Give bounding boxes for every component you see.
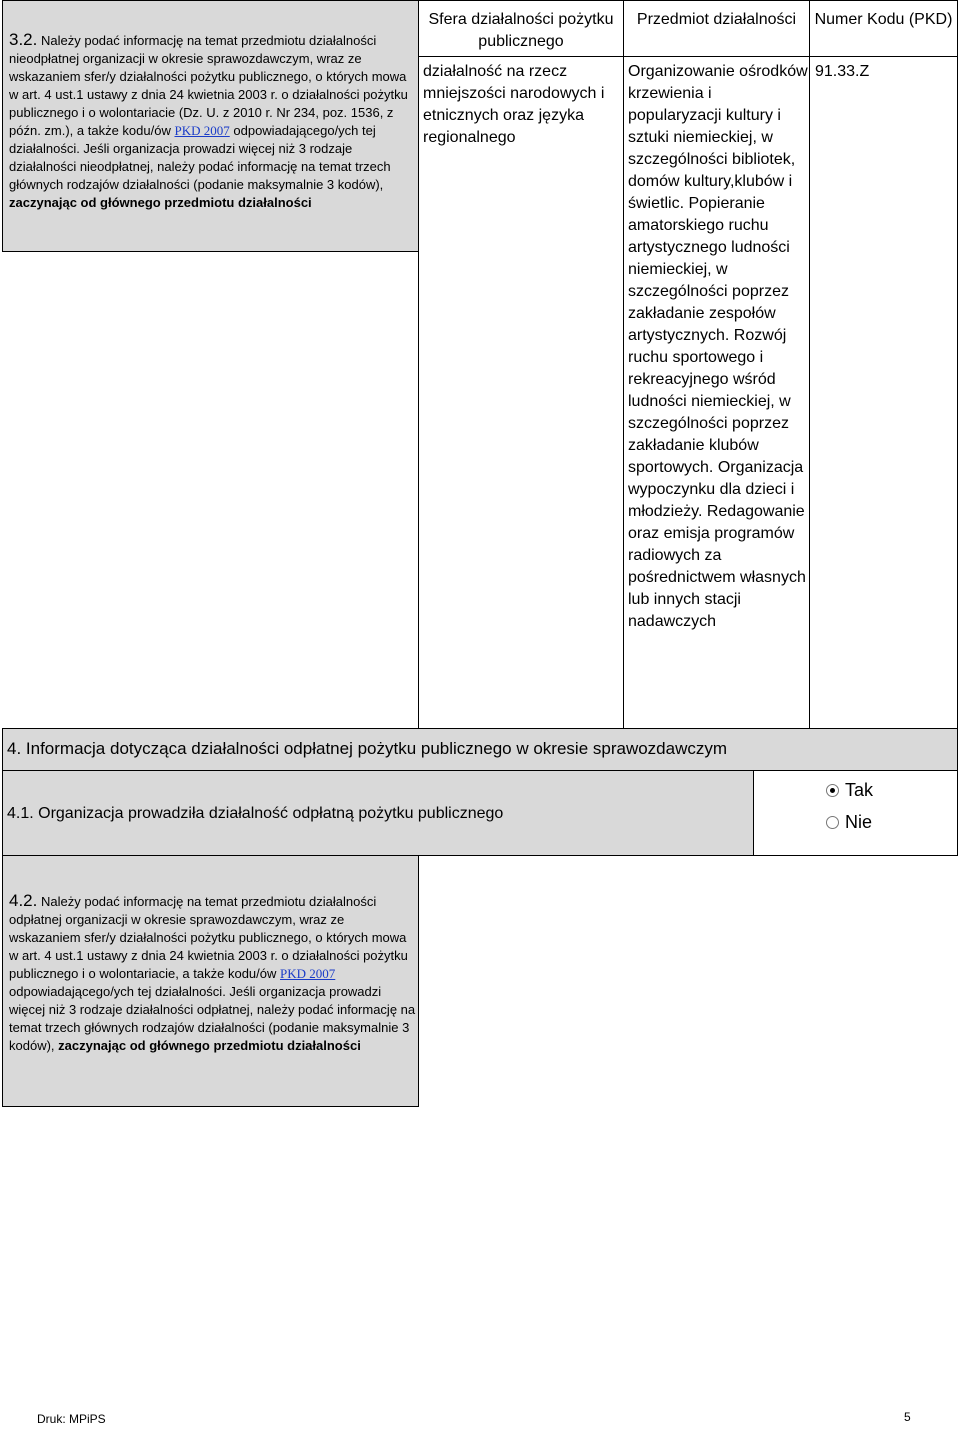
radio-button-nie[interactable] <box>826 816 839 829</box>
pkd-2007-link-2[interactable]: PKD 2007 <box>280 966 336 981</box>
header-przedmiot: Przedmiot działalności <box>636 11 797 28</box>
header-sfera: Sfera działalności pożytku publicznego <box>428 11 614 50</box>
radio-option-nie[interactable] <box>826 812 872 833</box>
section-4-2-bold: zaczynając od głównego przedmiotu działalności <box>58 1038 361 1053</box>
footer-page-number: 5 <box>904 1410 911 1424</box>
header-kod: Numer Kodu (PKD) <box>814 11 953 28</box>
header-divider-przedmiot <box>623 56 810 57</box>
section-3-2-paragraph-1: Należy podać informację na temat przedmiotu działalności nieodpłatnej organizacji w okresie sprawozdawczym, wraz ze wskazaniem sfer/y działalności pożytku publicznego, o których mowa w art. 4 ust.1 ustawy z dnia 24 kwietnia 2003 r. o działalności pożytku publicznego i o wolontariacie (Dz. U. z 2010 r. Nr 234, poz. 1536, z późn. zm.), a także kodu/ów <box>9 33 408 138</box>
radio-button-tak[interactable] <box>826 784 839 797</box>
table-col-kod <box>809 0 958 729</box>
radio-label-nie: Nie <box>845 812 873 832</box>
header-divider-sfera <box>418 56 624 57</box>
section-3-2-box <box>2 0 419 252</box>
section-4-1-label: 4.1. Organizacja prowadziła działalność odpłatną pożytku publicznego <box>7 805 504 822</box>
table-col-sfera <box>418 0 624 729</box>
section-4-2-box <box>2 855 419 1107</box>
header-divider-kod <box>809 56 958 57</box>
section-4-2-number: 4.2. <box>9 891 38 910</box>
section-4-2-text <box>9 892 417 1055</box>
section-4-2-paragraph-1: Należy podać informację na temat przedmiotu działalności odpłatnej organizacji w okresie sprawozdawczym, wraz ze wskazaniem sfer/y działalności pożytku publicznego, o których mowa w art. 4 ust.1 ustawy z dnia 24 kwietnia 2003 r. o działalności pożytku publicznego i o wolontariacie, a także kodu/ów <box>9 894 408 981</box>
sfera-value: działalność na rzecz mniejszości narodowych i etnicznych oraz języka regionalnego <box>423 63 605 146</box>
przedmiot-value: Organizowanie ośrodków krzewienia i popularyzacji kultury i sztuki niemieckiej, w szczególności bibliotek, domów kultury,klubów i świetlic. Popieranie amatorskiego ruchu artystycznego ludności niemieckiej, w szczególności poprzez zakładanie zespołów artystycznych. Rozwój ruchu sportowego i rekreacyjnego wśród ludności niemieckiej, w szczególności poprzez zakładanie klubów sportowych. Organizacja wypoczynku dla dzieci i młodzieży. Redagowanie oraz emisja programów radiowych za pośrednictwem własnych lub innych stacji nadawczych <box>628 63 808 630</box>
section-3-2-paragraph-2: odpowiadającego/ych tej działalności. Jeśli organizacja prowadzi więcej niż 3 rodzaje działalności nieodpłatnej, należy podać informację na temat trzech głównych rodzajów działalności (podanie maksymalnie 3 kodów), <box>9 123 391 192</box>
section-4-header <box>2 728 958 771</box>
footer-druk: Druk: MPiPS <box>37 1412 106 1426</box>
section-3-2-number: 3.2. <box>9 30 38 49</box>
kod-value: 91.33.Z <box>815 63 870 80</box>
section-3-2-bold: zaczynając od głównego przedmiotu działalności <box>9 195 312 210</box>
section-4-title: 4. Informacja dotycząca działalności odpłatnej pożytku publicznego w okresie sprawozdawczym <box>7 739 728 758</box>
section-4-1-label-box <box>2 770 754 856</box>
section-3-2-text <box>9 31 417 212</box>
radio-option-tak[interactable] <box>826 780 873 801</box>
section-4-2-paragraph-2: odpowiadającego/ych tej działalności. Jeśli organizacja prowadzi więcej niż 3 rodzaje działalności odpłatnej, należy podać informację na temat trzech głównych rodzajów działalności (podanie maksymalnie 3 kodów), <box>9 984 416 1053</box>
table-col-przedmiot <box>623 0 810 729</box>
radio-label-tak: Tak <box>845 780 874 800</box>
section-4-1-options-box <box>753 770 958 856</box>
pkd-2007-link[interactable]: PKD 2007 <box>174 123 230 138</box>
radio-selected-dot <box>830 788 835 793</box>
